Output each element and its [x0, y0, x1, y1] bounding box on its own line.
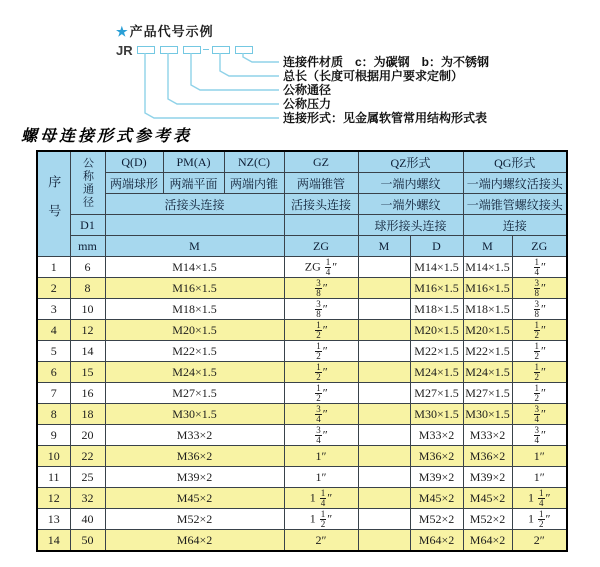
header-gz-ends: 两端锥管 [284, 173, 358, 194]
table-row [37, 488, 567, 509]
cell-gz-thread: 1″ [284, 446, 358, 467]
header-qg-sub-zg: ZG [512, 236, 567, 257]
cell-m-thread: M64×2 [105, 530, 284, 552]
cell-m-thread: M24×1.5 [105, 362, 284, 383]
cell-seq: 10 [37, 446, 70, 467]
cell-qz-d: M22×1.5 [410, 341, 463, 362]
header-qg-row4: 连接 [463, 215, 567, 236]
cell-gz-thread: 2″ [284, 530, 358, 552]
header-union-connection: 活接头连接 [105, 194, 284, 215]
header-pm-code: PM(A) [163, 151, 224, 173]
cell-qg-m: M27×1.5 [463, 383, 512, 404]
cell-qg-m: M30×1.5 [463, 404, 512, 425]
table-row [37, 446, 567, 467]
code-box-1 [137, 46, 155, 54]
cell-m-thread: M39×2 [105, 467, 284, 488]
cell-gz-thread: $\frac{1}{2}$ ″ [284, 362, 358, 383]
cell-qz-m [358, 320, 410, 341]
cell-gz-thread: $\frac{3}{4}$ ″ [284, 404, 358, 425]
cell-qz-d: M39×2 [410, 467, 463, 488]
cell-seq: 14 [37, 530, 70, 552]
header-d1: D1 [70, 215, 105, 236]
cell-qz-m [358, 383, 410, 404]
cell-dn: 14 [70, 341, 105, 362]
cell-m-thread: M36×2 [105, 446, 284, 467]
table-row [37, 320, 567, 341]
table-row [37, 425, 567, 446]
table-row [37, 341, 567, 362]
code-dash [203, 49, 209, 50]
header-blank-left [105, 215, 284, 236]
cell-qz-d: M20×1.5 [410, 320, 463, 341]
table-header [37, 151, 567, 257]
cell-dn: 40 [70, 509, 105, 530]
header-pm-ends: 两端平面 [163, 173, 224, 194]
cell-qg-m: M52×2 [463, 509, 512, 530]
cell-qg-m: M45×2 [463, 488, 512, 509]
cell-seq: 2 [37, 278, 70, 299]
product-code-heading [116, 21, 214, 40]
table-row [37, 299, 567, 320]
table-row [37, 467, 567, 488]
cell-seq: 13 [37, 509, 70, 530]
header-qg-row2: 一端内螺纹活接头 [463, 173, 567, 194]
cell-qg-zg: 2″ [512, 530, 567, 552]
cell-qg-zg: $\frac{3}{8}$ ″ [512, 299, 567, 320]
cell-qz-m [358, 299, 410, 320]
cell-dn: 18 [70, 404, 105, 425]
code-label-pressure: 公称压力 [283, 97, 332, 111]
cell-dn: 25 [70, 467, 105, 488]
cell-qz-m [358, 341, 410, 362]
cell-qz-m [358, 278, 410, 299]
table-title: 螺母连接形式参考表 [21, 126, 193, 145]
cell-qz-d: M30×1.5 [410, 404, 463, 425]
cell-qz-d: M33×2 [410, 425, 463, 446]
cell-qg-m: M39×2 [463, 467, 512, 488]
header-nz-code: NZ(C) [224, 151, 284, 173]
cell-gz-thread: $\frac{1}{2}$ ″ [284, 320, 358, 341]
header-dn: 公称通径 [70, 151, 105, 215]
cell-dn: 12 [70, 320, 105, 341]
header-qg-row3: 一端锥管螺纹接头 [463, 194, 567, 215]
header-qz-row4: 球形接头连接 [358, 215, 463, 236]
table-row [37, 278, 567, 299]
cell-m-thread: M30×1.5 [105, 404, 284, 425]
cell-qz-d: M45×2 [410, 488, 463, 509]
cell-qg-m: M64×2 [463, 530, 512, 552]
cell-qg-m: M36×2 [463, 446, 512, 467]
cell-m-thread: M22×1.5 [105, 341, 284, 362]
cell-dn: 16 [70, 383, 105, 404]
cell-dn: 20 [70, 425, 105, 446]
header-qg-sub-m: M [463, 236, 512, 257]
cell-qg-zg: $\frac{1}{2}$ ″ [512, 362, 567, 383]
cell-seq: 7 [37, 383, 70, 404]
cell-seq: 6 [37, 362, 70, 383]
header-qz-row2: 一端内螺纹 [358, 173, 463, 194]
header-blank-gz [284, 215, 358, 236]
cell-qg-zg: $\frac{3}{4}$ ″ [512, 404, 567, 425]
cell-qg-m: M20×1.5 [463, 320, 512, 341]
cell-qg-m: M33×2 [463, 425, 512, 446]
cell-qz-d: M52×2 [410, 509, 463, 530]
header-gz-thread: ZG [284, 236, 358, 257]
cell-dn: 22 [70, 446, 105, 467]
code-box-3 [183, 46, 201, 54]
header-qg-code: QG形式 [463, 151, 567, 173]
cell-qz-m [358, 530, 410, 552]
cell-gz-thread: 1 $\frac{1}{4}$ ″ [284, 488, 358, 509]
cell-m-thread: M45×2 [105, 488, 284, 509]
cell-seq: 1 [37, 257, 70, 278]
nut-connection-table [36, 150, 568, 552]
star-icon: ★ [116, 24, 128, 39]
cell-qz-m [358, 425, 410, 446]
cell-m-thread: M20×1.5 [105, 320, 284, 341]
cell-m-thread: M52×2 [105, 509, 284, 530]
cell-qg-m: M24×1.5 [463, 362, 512, 383]
cell-qz-d: M64×2 [410, 530, 463, 552]
cell-qz-m [358, 509, 410, 530]
cell-qz-d: M24×1.5 [410, 362, 463, 383]
cell-qg-zg: $\frac{3}{8}$ ″ [512, 278, 567, 299]
table-row [37, 509, 567, 530]
header-qz-sub-d: D [410, 236, 463, 257]
cell-gz-thread: ZG $\frac{1}{4}$ ″ [284, 257, 358, 278]
cell-qg-m: M18×1.5 [463, 299, 512, 320]
table-row [37, 530, 567, 552]
header-seq: 序号 [37, 151, 70, 257]
cell-seq: 12 [37, 488, 70, 509]
header-q-code: Q(D) [105, 151, 163, 173]
cell-qz-m [358, 488, 410, 509]
cell-qz-d: M14×1.5 [410, 257, 463, 278]
cell-qz-m [358, 257, 410, 278]
code-label-material: 连接件材质 c：为碳钢 b：为不锈钢 [283, 55, 490, 69]
cell-seq: 4 [37, 320, 70, 341]
cell-qz-m [358, 446, 410, 467]
cell-seq: 3 [37, 299, 70, 320]
cell-seq: 11 [37, 467, 70, 488]
cell-dn: 32 [70, 488, 105, 509]
cell-qg-zg: 1 $\frac{1}{2}$ ″ [512, 509, 567, 530]
cell-gz-thread: $\frac{1}{2}$ ″ [284, 383, 358, 404]
cell-m-thread: M16×1.5 [105, 278, 284, 299]
cell-qz-d: M16×1.5 [410, 278, 463, 299]
cell-seq: 8 [37, 404, 70, 425]
cell-gz-thread: 1″ [284, 467, 358, 488]
table-row [37, 362, 567, 383]
cell-gz-thread: $\frac{3}{4}$ ″ [284, 425, 358, 446]
cell-gz-thread: $\frac{3}{8}$ ″ [284, 299, 358, 320]
code-prefix: JR [116, 43, 133, 58]
product-code-heading-text: 产品代号示例 [129, 24, 214, 39]
cell-qg-m: M14×1.5 [463, 257, 512, 278]
header-m-label: M [105, 236, 284, 257]
cell-qz-d: M36×2 [410, 446, 463, 467]
table-body [37, 257, 567, 552]
cell-qz-m [358, 467, 410, 488]
table-row [37, 257, 567, 278]
header-gz-code: GZ [284, 151, 358, 173]
cell-qg-zg: $\frac{1}{2}$ ″ [512, 383, 567, 404]
code-box-4 [212, 46, 230, 54]
cell-m-thread: M33×2 [105, 425, 284, 446]
cell-qz-m [358, 404, 410, 425]
table-row [37, 383, 567, 404]
code-label-diameter: 公称通径 [283, 83, 332, 97]
cell-qg-zg: 1″ [512, 467, 567, 488]
cell-dn: 8 [70, 278, 105, 299]
header-nz-ends: 两端内锥 [224, 173, 284, 194]
cell-qg-zg: $\frac{1}{4}$ ″ [512, 257, 567, 278]
header-unit: mm [70, 236, 105, 257]
cell-m-thread: M14×1.5 [105, 257, 284, 278]
header-gz-connection: 活接头连接 [284, 194, 358, 215]
cell-dn: 15 [70, 362, 105, 383]
cell-dn: 6 [70, 257, 105, 278]
header-qz-code: QZ形式 [358, 151, 463, 173]
cell-qg-zg: 1 $\frac{1}{4}$ ″ [512, 488, 567, 509]
code-label-length: 总长（长度可根据用户要求定制） [283, 69, 464, 83]
cell-dn: 50 [70, 530, 105, 552]
cell-qg-zg: $\frac{3}{4}$ ″ [512, 425, 567, 446]
header-qz-row3: 一端外螺纹 [358, 194, 463, 215]
cell-qg-m: M22×1.5 [463, 341, 512, 362]
table-row [37, 404, 567, 425]
cell-qg-zg: 1″ [512, 446, 567, 467]
cell-gz-thread: $\frac{1}{2}$ ″ [284, 341, 358, 362]
cell-gz-thread: $\frac{3}{8}$ ″ [284, 278, 358, 299]
cell-qz-m [358, 362, 410, 383]
code-box-2 [160, 46, 178, 54]
cell-dn: 10 [70, 299, 105, 320]
header-qz-sub-m: M [358, 236, 410, 257]
cell-qg-zg: $\frac{1}{2}$ ″ [512, 320, 567, 341]
cell-m-thread: M18×1.5 [105, 299, 284, 320]
cell-qg-zg: $\frac{1}{2}$ ″ [512, 341, 567, 362]
cell-seq: 5 [37, 341, 70, 362]
cell-seq: 9 [37, 425, 70, 446]
code-label-form: 连接形式：见金属软管常用结构形式表 [283, 111, 488, 125]
cell-qg-m: M16×1.5 [463, 278, 512, 299]
cell-qz-d: M27×1.5 [410, 383, 463, 404]
header-q-ends: 两端球形 [105, 173, 163, 194]
cell-m-thread: M27×1.5 [105, 383, 284, 404]
code-box-5 [235, 46, 253, 54]
cell-gz-thread: 1 $\frac{1}{2}$ ″ [284, 509, 358, 530]
cell-qz-d: M18×1.5 [410, 299, 463, 320]
